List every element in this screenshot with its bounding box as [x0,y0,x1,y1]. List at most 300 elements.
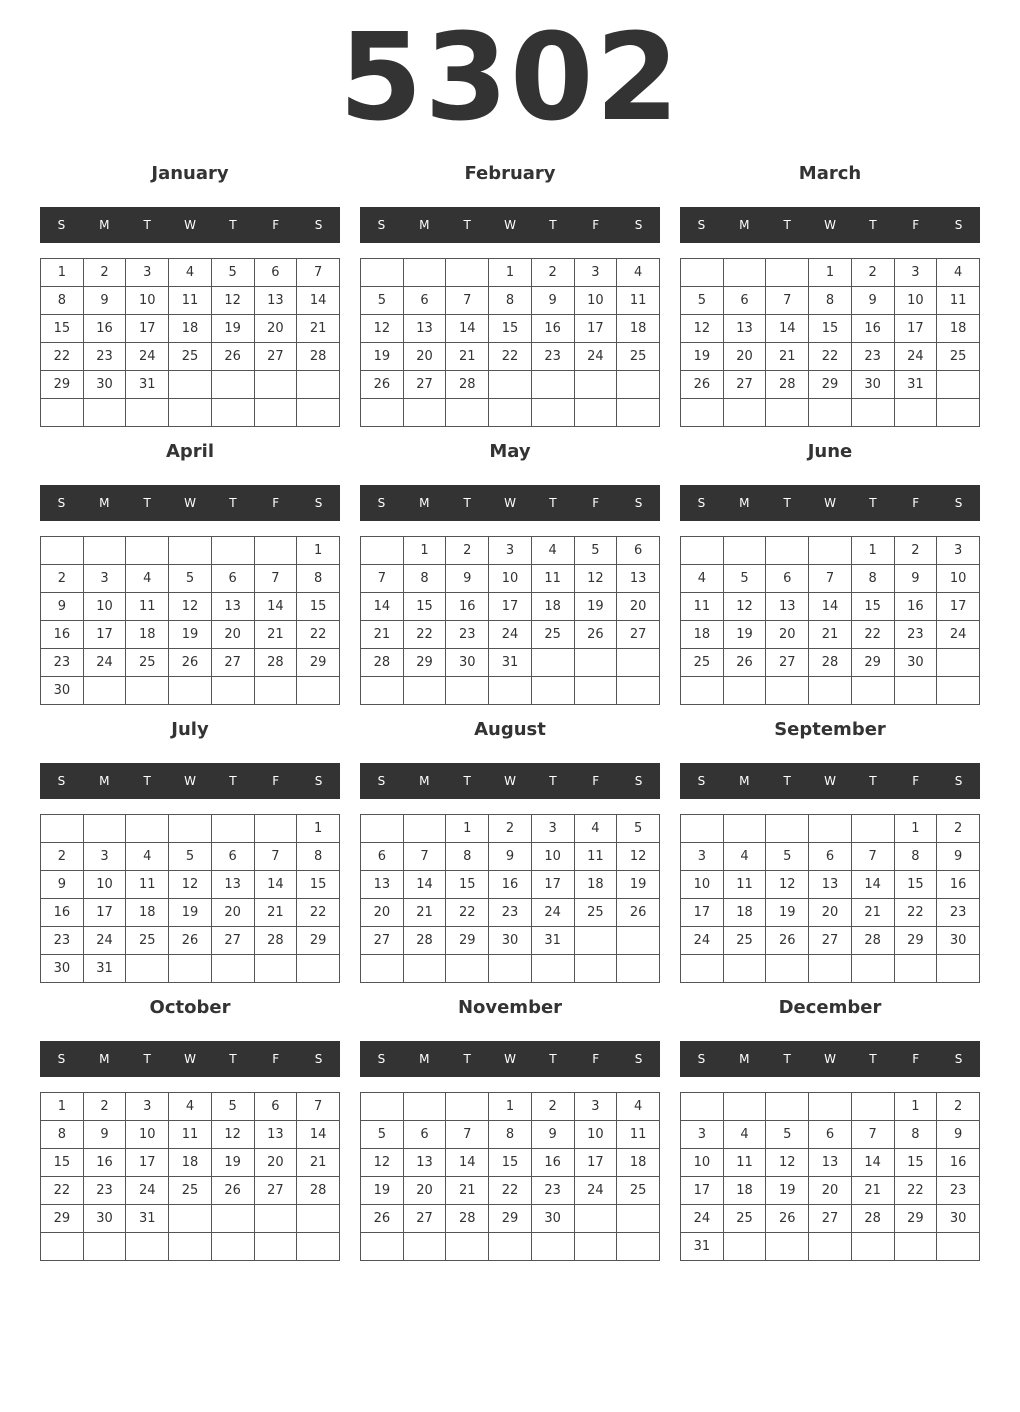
day-cell: 27 [254,1177,297,1205]
day-cell [361,537,404,565]
day-cell [809,1093,852,1121]
day-cell [41,537,84,565]
day-cell: 10 [489,565,532,593]
day-cell [254,537,297,565]
day-cell: 2 [446,537,489,565]
day-cell: 17 [894,315,937,343]
weekday-label: S [697,218,706,232]
day-cell [211,537,254,565]
weekday-header [360,763,660,799]
day-cell [361,955,404,983]
weekday-label: W [504,774,516,788]
day-cell [254,1205,297,1233]
day-cell: 7 [446,1121,489,1149]
day-cell [41,815,84,843]
day-cell: 6 [211,565,254,593]
week-row [361,537,660,565]
day-cell: 8 [403,565,446,593]
day-cell: 15 [851,593,894,621]
week-row [41,677,340,705]
day-cell [126,1233,169,1261]
day-cell: 25 [126,927,169,955]
weekday-label: M [739,774,750,788]
day-cell: 11 [723,1149,766,1177]
day-cell: 11 [169,1121,212,1149]
weekday-label: S [377,218,386,232]
day-cell: 18 [531,593,574,621]
day-cell [723,815,766,843]
weekday-header [360,485,660,521]
day-cell: 4 [574,815,617,843]
day-cell [403,677,446,705]
day-cell: 22 [41,1177,84,1205]
day-cell [83,537,126,565]
day-cell [169,677,212,705]
day-cell: 7 [851,1121,894,1149]
day-cell [809,955,852,983]
weekday-label: W [504,1052,516,1066]
day-cell: 24 [574,343,617,371]
day-cell: 9 [937,1121,980,1149]
day-cell: 23 [41,927,84,955]
day-cell [211,399,254,427]
weekday-label: W [824,496,836,510]
day-grid [360,258,660,427]
day-cell [723,1093,766,1121]
week-row [681,1177,980,1205]
day-cell [126,955,169,983]
day-cell [617,677,660,705]
day-cell: 23 [41,649,84,677]
day-cell: 14 [446,1149,489,1177]
day-cell: 10 [681,871,724,899]
day-cell [531,955,574,983]
month-december [680,991,980,1254]
day-cell: 20 [254,315,297,343]
day-cell: 16 [851,315,894,343]
weekday-label: T [463,774,471,788]
day-cell: 7 [766,287,809,315]
day-cell: 20 [403,343,446,371]
day-cell: 11 [617,1121,660,1149]
day-cell: 7 [851,843,894,871]
day-cell [681,399,724,427]
week-row [41,1177,340,1205]
week-row [681,1093,980,1121]
day-cell [574,927,617,955]
day-cell: 7 [361,565,404,593]
day-cell: 17 [574,1149,617,1177]
day-cell [574,677,617,705]
day-cell: 11 [723,871,766,899]
week-row [681,955,980,983]
day-cell: 29 [403,649,446,677]
weekday-label: S [314,774,323,788]
day-cell: 19 [211,1149,254,1177]
day-cell [41,399,84,427]
day-cell [574,399,617,427]
day-cell: 13 [809,871,852,899]
day-cell: 25 [169,343,212,371]
weekday-label: F [272,1052,280,1066]
day-cell: 28 [766,371,809,399]
day-cell: 20 [403,1177,446,1205]
day-cell: 30 [489,927,532,955]
day-cell: 5 [574,537,617,565]
week-row [681,287,980,315]
day-cell [937,399,980,427]
day-cell: 22 [297,899,340,927]
day-cell: 16 [894,593,937,621]
month-august [360,713,660,948]
day-cell: 6 [809,843,852,871]
day-cell: 16 [489,871,532,899]
day-grid [680,536,980,705]
week-row [41,343,340,371]
day-cell: 14 [851,871,894,899]
day-cell: 26 [766,927,809,955]
day-grid [680,1092,980,1261]
day-cell: 3 [574,259,617,287]
day-cell [297,399,340,427]
weekday-label: T [143,496,151,510]
day-cell: 17 [681,1177,724,1205]
day-cell: 13 [403,315,446,343]
day-cell: 2 [894,537,937,565]
day-cell: 18 [937,315,980,343]
day-cell: 29 [894,927,937,955]
weekday-label: S [57,1052,66,1066]
week-row [41,287,340,315]
day-cell [766,955,809,983]
weekday-header [40,207,340,243]
day-cell [41,1233,84,1261]
day-grid [40,814,340,983]
day-cell: 4 [126,843,169,871]
day-cell: 19 [723,621,766,649]
week-row [41,537,340,565]
weekday-label: S [314,218,323,232]
day-cell: 12 [211,1121,254,1149]
weekday-header [680,207,980,243]
day-cell: 11 [126,593,169,621]
day-cell: 25 [617,1177,660,1205]
day-cell [169,815,212,843]
day-cell: 14 [254,871,297,899]
day-cell: 3 [83,565,126,593]
week-row [681,899,980,927]
day-cell [446,399,489,427]
month-name: October [149,997,231,1018]
weekday-label: S [377,774,386,788]
day-cell: 9 [531,1121,574,1149]
weekday-label: T [869,1052,877,1066]
day-cell [446,1233,489,1261]
weekday-label: S [377,1052,386,1066]
day-cell [574,1233,617,1261]
day-cell: 16 [937,871,980,899]
day-cell: 19 [169,899,212,927]
weekday-header [40,485,340,521]
day-cell [894,677,937,705]
day-cell: 29 [41,1205,84,1233]
day-cell: 22 [297,621,340,649]
day-cell: 7 [254,843,297,871]
day-cell [617,927,660,955]
week-row [361,315,660,343]
day-cell: 14 [766,315,809,343]
day-cell [851,677,894,705]
day-cell: 14 [254,593,297,621]
day-cell [723,399,766,427]
day-cell: 15 [894,871,937,899]
day-cell [446,677,489,705]
day-cell: 24 [894,343,937,371]
week-row [681,871,980,899]
weekday-label: S [314,1052,323,1066]
day-cell: 2 [937,815,980,843]
day-cell: 21 [446,343,489,371]
day-cell: 16 [937,1149,980,1177]
day-cell: 23 [446,621,489,649]
day-cell: 10 [126,1121,169,1149]
day-cell: 4 [617,1093,660,1121]
day-cell [617,1205,660,1233]
day-cell [297,371,340,399]
weekday-label: S [57,496,66,510]
day-cell: 12 [169,593,212,621]
day-cell: 23 [937,899,980,927]
day-cell [361,399,404,427]
day-cell: 18 [617,1149,660,1177]
weekday-label: T [463,1052,471,1066]
day-cell: 18 [169,315,212,343]
day-cell: 11 [681,593,724,621]
day-cell: 26 [617,899,660,927]
day-cell [489,677,532,705]
day-cell [681,1093,724,1121]
day-cell: 19 [361,1177,404,1205]
day-cell: 15 [41,1149,84,1177]
day-cell: 28 [254,649,297,677]
day-cell [723,1233,766,1261]
day-cell: 10 [574,287,617,315]
day-cell [851,1233,894,1261]
day-cell: 30 [937,1205,980,1233]
month-march [680,157,980,392]
day-cell [766,1233,809,1261]
weekday-label: T [783,1052,791,1066]
day-cell: 9 [41,871,84,899]
month-september [680,713,980,948]
week-row [361,955,660,983]
day-cell: 11 [574,843,617,871]
day-cell [894,399,937,427]
day-cell: 3 [489,537,532,565]
day-cell: 31 [126,1205,169,1233]
day-cell: 9 [446,565,489,593]
weekday-label: S [314,496,323,510]
weekday-label: M [99,496,110,510]
day-cell: 8 [489,287,532,315]
day-cell: 5 [723,565,766,593]
weekday-label: T [869,774,877,788]
day-cell: 30 [41,955,84,983]
weekday-label: M [99,1052,110,1066]
day-cell: 2 [41,843,84,871]
day-cell: 15 [809,315,852,343]
day-cell: 24 [681,1205,724,1233]
day-cell: 21 [403,899,446,927]
day-cell: 20 [766,621,809,649]
day-cell: 30 [531,1205,574,1233]
day-cell: 29 [446,927,489,955]
day-cell: 23 [83,1177,126,1205]
weekday-label: T [869,218,877,232]
day-cell: 11 [937,287,980,315]
day-cell: 26 [766,1205,809,1233]
day-cell [531,399,574,427]
day-cell [723,259,766,287]
day-cell: 21 [851,899,894,927]
day-cell: 29 [297,927,340,955]
day-cell: 6 [254,259,297,287]
month-january [40,157,340,392]
day-cell: 27 [254,343,297,371]
day-cell: 1 [809,259,852,287]
weekday-label: M [739,496,750,510]
day-cell: 8 [446,843,489,871]
day-cell: 18 [126,621,169,649]
day-cell: 9 [531,287,574,315]
day-cell [809,815,852,843]
day-cell [681,259,724,287]
day-cell [169,371,212,399]
day-cell: 31 [531,927,574,955]
weekday-label: M [419,1052,430,1066]
day-cell: 1 [489,1093,532,1121]
day-cell [766,259,809,287]
week-row [361,815,660,843]
day-cell: 1 [894,1093,937,1121]
day-cell: 26 [169,927,212,955]
day-cell [574,371,617,399]
week-row [361,649,660,677]
weekday-label: T [229,496,237,510]
month-name: February [464,163,556,184]
day-cell: 23 [937,1177,980,1205]
day-cell [83,399,126,427]
day-cell: 4 [531,537,574,565]
week-row [681,315,980,343]
day-cell [254,371,297,399]
day-cell: 12 [681,315,724,343]
weekday-header [680,1041,980,1077]
day-cell: 31 [489,649,532,677]
day-cell: 12 [361,315,404,343]
day-cell: 11 [531,565,574,593]
day-cell: 26 [211,343,254,371]
day-cell: 2 [83,259,126,287]
day-cell: 15 [489,1149,532,1177]
day-cell: 17 [681,899,724,927]
weekday-header [40,763,340,799]
day-cell: 19 [766,1177,809,1205]
day-cell [766,677,809,705]
weekday-label: S [634,496,643,510]
week-row [41,1149,340,1177]
day-cell: 30 [937,927,980,955]
month-name: June [807,441,853,462]
week-row [361,1093,660,1121]
day-cell [574,955,617,983]
day-cell: 27 [766,649,809,677]
day-cell: 10 [574,1121,617,1149]
day-cell: 23 [894,621,937,649]
weekday-label: F [912,218,920,232]
week-row [361,899,660,927]
day-cell: 27 [403,1205,446,1233]
day-cell: 24 [937,621,980,649]
day-cell: 15 [297,871,340,899]
day-cell: 31 [83,955,126,983]
day-cell: 21 [297,315,340,343]
day-cell: 20 [617,593,660,621]
day-cell: 2 [41,565,84,593]
day-cell [574,649,617,677]
day-cell: 10 [83,871,126,899]
weekday-label: W [504,496,516,510]
day-cell: 7 [809,565,852,593]
day-cell [361,259,404,287]
day-cell: 25 [169,1177,212,1205]
day-cell [169,1233,212,1261]
weekday-label: T [463,496,471,510]
day-cell: 24 [126,1177,169,1205]
weekday-label: S [954,1052,963,1066]
weekday-header [680,485,980,521]
day-grid [360,1092,660,1261]
day-cell [446,955,489,983]
month-name: August [474,719,546,740]
day-cell: 15 [403,593,446,621]
day-cell: 30 [41,677,84,705]
month-may [360,435,660,670]
day-cell [361,677,404,705]
weekday-label: T [229,774,237,788]
day-cell: 27 [809,1205,852,1233]
day-cell: 6 [361,843,404,871]
day-cell: 3 [531,815,574,843]
weekday-label: W [824,774,836,788]
week-row [41,1093,340,1121]
day-cell: 10 [681,1149,724,1177]
day-cell: 1 [489,259,532,287]
day-cell [681,537,724,565]
day-cell: 23 [531,343,574,371]
weekday-label: S [57,774,66,788]
week-row [41,899,340,927]
day-cell: 10 [894,287,937,315]
week-row [681,621,980,649]
day-cell: 12 [574,565,617,593]
weekday-label: T [869,496,877,510]
month-name: April [165,441,215,462]
week-row [41,593,340,621]
day-cell: 21 [809,621,852,649]
day-cell: 21 [254,899,297,927]
day-cell: 13 [723,315,766,343]
